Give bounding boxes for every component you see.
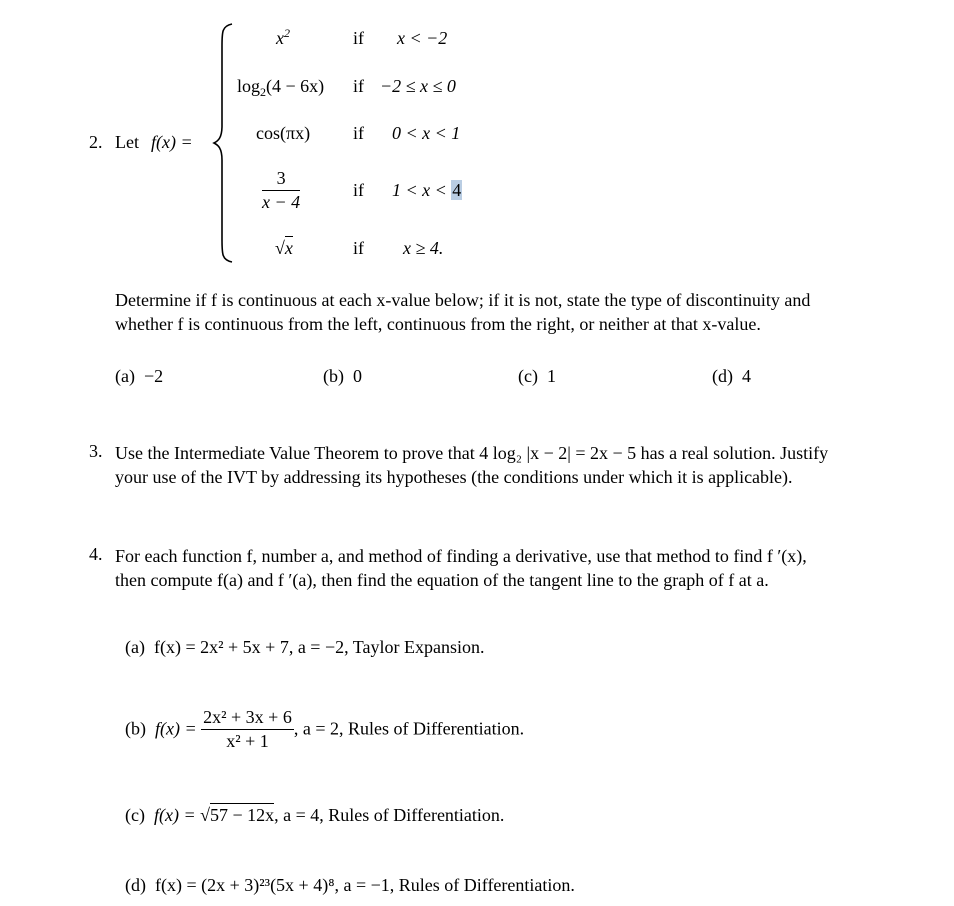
problem-4-line-1: For each function f, number a, and method of finding a derivative, use that method to find f ′(x), — [115, 546, 807, 566]
case-5-if: if — [353, 238, 364, 258]
problem-4-part-c: (c) f(x) = √57 − 12x, a = 4, Rules of Differentiation. — [125, 805, 505, 825]
case-2-expression: $\log_2(4 - 6x)$ — [237, 76, 325, 99]
problem-4-number: 4. — [89, 544, 103, 564]
case-4-if: if — [353, 180, 364, 200]
problem-4-part-d: (d) f(x) = (2x + 3)²³(5x + 4)⁸, a = −1, Rules of Differentiation. — [125, 875, 575, 895]
problem-2-instruction-line-2: whether f is continuous from the left, continuous from the right, or neither at that x-value. — [115, 314, 761, 334]
problem-4b-denominator: x² + 1 — [226, 730, 269, 751]
problem-3-number: 3. — [89, 441, 103, 461]
problem-3-line-2: your use of the IVT by addressing its hypotheses (the conditions under which it is applicable). — [115, 467, 793, 487]
case-5-condition: x ≥ 4. — [403, 238, 444, 258]
case-4-expression — [262, 168, 300, 212]
case-4-numerator: 3 — [262, 168, 300, 191]
case-5-expression: √x — [275, 238, 293, 258]
problem-4-line-2: then compute f(a) and f ′(a), then find the equation of the tangent line to the graph of f at a. — [115, 570, 769, 590]
problem-4-part-b: (b) f(x) = $\frac{\text{2x² + 3x + 6}}{\text{x² + 1}}$ , a = 2, Rules of Differentiation. — [125, 707, 525, 751]
problem-2-function-name: f(x) = — [151, 132, 193, 152]
case-3-expression: cos(πx) — [256, 123, 311, 143]
problem-2-part-a: (a) −2 — [115, 366, 164, 386]
highlighted-selection: 4 — [452, 180, 462, 200]
case-1-expression: $x^2$ — [276, 26, 290, 48]
case-4-denominator: x − 4 — [262, 191, 301, 212]
problem-2-let: Let — [115, 132, 139, 152]
case-2-condition: −2 ≤ x ≤ 0 — [380, 76, 456, 96]
problem-2-part-d: (d) 4 — [712, 366, 751, 386]
problem-4b-fraction — [201, 707, 294, 751]
problem-4-part-a: (a) f(x) = 2x² + 5x + 7, a = −2, Taylor Expansion. — [125, 637, 485, 657]
problem-2-instruction-line-1: Determine if f is continuous at each x-value below; if it is not, state the type of discontinuity and — [115, 290, 811, 310]
problem-4b-numerator: 2x² + 3x + 6 — [201, 707, 294, 730]
case-2-if: if — [353, 76, 364, 96]
case-3-condition: 0 < x < 1 — [392, 123, 461, 143]
case-3-if: if — [353, 123, 364, 143]
case-1-condition: x < −2 — [397, 28, 448, 48]
piecewise-brace — [212, 22, 236, 264]
problem-2-part-b: (b) 0 — [323, 366, 362, 386]
case-4-fraction — [262, 168, 300, 212]
case-4-condition: 1 < x < 4 — [392, 180, 462, 200]
problem-3-line-1: Use the Intermediate Value Theorem to prove that 4 log₂ |x − 2| = 2x − 5 has a real solution. Justify — [115, 443, 829, 463]
problem-2-number: 2. — [89, 132, 103, 152]
case-1-if: if — [353, 28, 364, 48]
problem-2-part-c: (c) 1 — [518, 366, 556, 386]
